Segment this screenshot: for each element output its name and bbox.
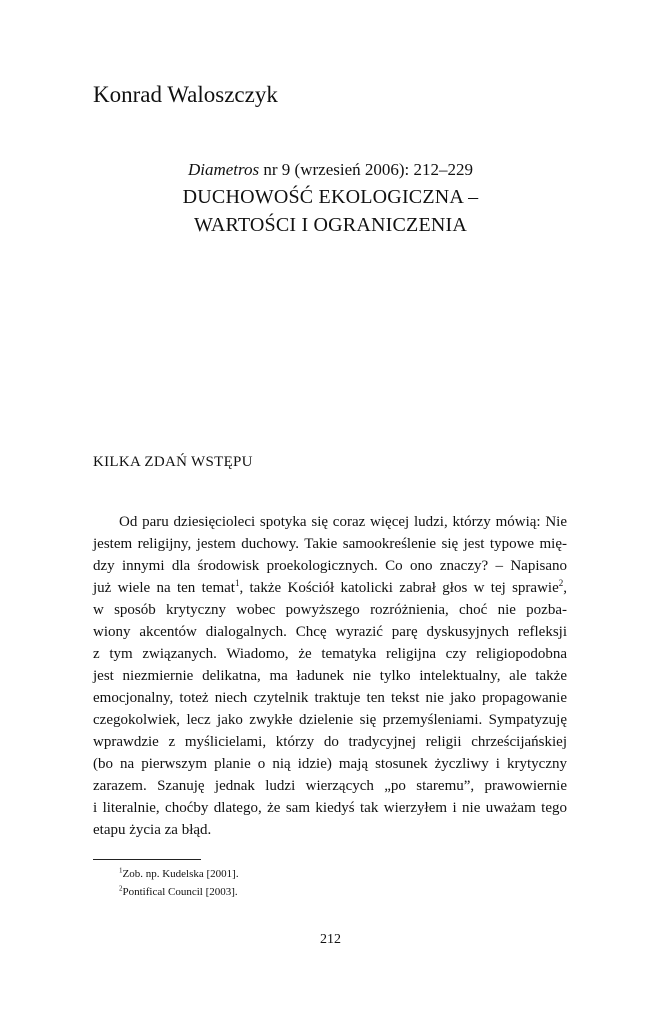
paragraph-line: czegokolwiek, lecz jako zwykłe dzielenie się przemyśleniami. Sympatyzuję [93,712,567,728]
footnote-divider [93,859,201,860]
paragraph-line [93,578,567,598]
paragraph-text: , [563,580,567,596]
footnote-mark: 2 [558,578,564,588]
footnote-text: Pontifical Council [2003]. [122,886,238,898]
page-number: 212 [320,932,341,947]
paragraph-line: dzy innymi dla środowisk proekologicznych. Co ono znaczy? – Napisano [93,558,567,574]
paragraph-line: i literalnie, choćby dlatego, że sam kiedyś tak wierzyłem i nie uważam tego [93,800,567,816]
footnote-1 [119,867,239,882]
paragraph-line: Od paru dziesięcioleci spotyka się coraz więcej ludzi, którzy mówią: Nie [119,514,567,530]
paragraph-line: jest niezmiernie delikatna, ma ładunek nie tylko intelektualny, ale także [93,668,567,684]
footnote-number: 1 [119,866,123,875]
footnote-mark: 1 [234,578,240,588]
paragraph-line: zarazem. Szanuję jednak ludzi wierzących „po staremu”, prawowiernie [93,778,567,794]
paragraph-line: wiony akcentów dialogalnych. Chcę wyrazić parę dyskusyjnych refleksji [93,624,567,640]
article-title-line-1: DUCHOWOŚĆ EKOLOGICZNA – [182,186,479,208]
footnote-text: Zob. np. Kudelska [2001]. [122,868,239,880]
footnote-2 [119,885,238,900]
journal-issue: nr 9 (wrzesień 2006): 212–229 [263,160,474,179]
paragraph-line: jestem religijny, jestem duchowy. Takie samookreślenie się jest typowe mię- [93,536,567,552]
paragraph-line: etapu życia za błąd. [93,822,212,838]
footnote-number: 2 [119,884,123,893]
paragraph-line: (bo na pierwszym planie o nią idzie) mają stosunek życzliwy i krytyczny [93,756,567,772]
paragraph-text: , także Kościół katolicki zabrał głos w tej sprawie [239,580,559,596]
article-title-line-2: WARTOŚCI I OGRANICZENIA [193,214,468,236]
paragraph-line: emocjonalny, toteż niech czytelnik traktuje ten tekst nie jako propagowanie [93,690,567,706]
journal-name: Diametros [187,160,260,179]
paragraph-line: w sposób krytyczny wobec powyższego rozróżnienia, choć nie pozba- [93,602,567,618]
paragraph-text: już wiele na ten temat [93,580,235,596]
paragraph-line: wprawdzie z myślicielami, którzy do tradycyjnej religii chrześcijańskiej [93,734,567,750]
author-name: Konrad Waloszczyk [93,82,278,107]
section-heading: KILKA ZDAŃ WSTĘPU [93,454,253,470]
journal-citation [0,159,661,181]
paragraph-line: z tym związanych. Wiadomo, że tematyka religijna czy religiopodobna [93,646,567,662]
